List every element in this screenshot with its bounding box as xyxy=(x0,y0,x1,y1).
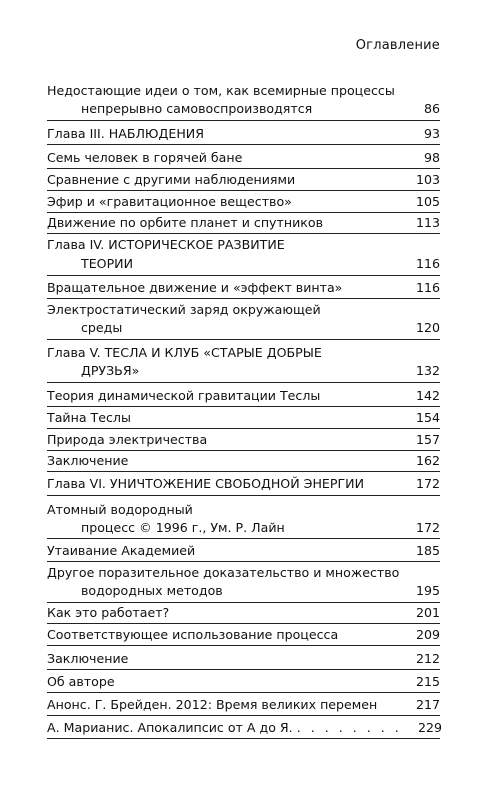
toc-page-number: 215 xyxy=(415,674,440,689)
divider xyxy=(47,212,440,213)
toc-chapter-title: Глава VI. УНИЧТОЖЕНИЕ СВОБОДНОЙ ЭНЕРГИИ xyxy=(47,476,364,491)
toc-page-number: 172 xyxy=(415,476,440,491)
toc-entry-title xyxy=(47,720,402,736)
divider xyxy=(47,715,440,716)
divider xyxy=(47,339,440,340)
toc-entry-title: Электростатический заряд окружающей xyxy=(47,302,321,317)
toc-entry-title: Заключение xyxy=(47,453,129,468)
toc-entry-title-continued: процесс © 1996 г., Ум. Р. Лайн xyxy=(81,520,285,535)
toc-entry-title-continued: среды xyxy=(81,320,123,335)
divider xyxy=(47,144,440,145)
toc-entry-title: Об авторе xyxy=(47,674,115,689)
toc-entry-title: Недостающие идеи о том, как всемирные процессы xyxy=(47,83,395,98)
divider xyxy=(47,738,440,739)
toc-page-number: 105 xyxy=(415,194,440,209)
divider xyxy=(47,450,440,451)
toc-entry-title: Движение по орбите планет и спутников xyxy=(47,215,323,230)
toc-page-number: 142 xyxy=(415,388,440,403)
toc-page-number: 113 xyxy=(415,215,440,230)
toc-chapter-title: Глава IV. ИСТОРИЧЕСКОЕ РАЗВИТИЕ xyxy=(47,237,285,252)
toc-page-number: 172 xyxy=(415,520,440,535)
toc-entry-title-continued: водородных методов xyxy=(81,583,223,598)
divider xyxy=(47,120,440,121)
toc-chapter-title: Глава III. НАБЛЮДЕНИЯ xyxy=(47,126,204,141)
toc-chapter-title-continued: ТЕОРИИ xyxy=(81,256,133,271)
toc-entry-title-text: А. Марианис. Апокалипсис от А до Я. xyxy=(47,720,293,735)
toc-page-number: 195 xyxy=(415,583,440,598)
toc-chapter-title: Глава V. ТЕСЛА И КЛУБ «СТАРЫЕ ДОБРЫЕ xyxy=(47,345,322,360)
divider xyxy=(47,275,440,276)
toc-entry-title: Теория динамической гравитации Теслы xyxy=(47,388,321,403)
toc-entry-title: Заключение xyxy=(47,651,129,666)
divider xyxy=(47,538,440,539)
toc-page-number: 116 xyxy=(415,280,440,295)
toc-page-number: 217 xyxy=(415,697,440,712)
toc-entry-title: Тайна Теслы xyxy=(47,410,131,425)
toc-entry-title: Эфир и «гравитационное вещество» xyxy=(47,194,292,209)
toc-page-number: 93 xyxy=(423,126,440,141)
toc-page-number: 86 xyxy=(423,101,440,116)
page-title: Оглавление xyxy=(355,38,440,53)
divider xyxy=(47,298,440,299)
divider xyxy=(47,382,440,383)
toc-dot-leader: . . . . . . . . xyxy=(296,720,402,735)
toc-entry-title-continued: непрерывно самовоспроизводятся xyxy=(81,101,313,116)
divider xyxy=(47,406,440,407)
toc-page-number: 116 xyxy=(415,256,440,271)
toc-page-number: 98 xyxy=(423,150,440,165)
divider xyxy=(47,471,440,472)
divider xyxy=(47,669,440,670)
divider xyxy=(47,692,440,693)
toc-page-number: 201 xyxy=(415,605,440,620)
divider xyxy=(47,168,440,169)
toc-entry-title: Как это работает? xyxy=(47,605,170,620)
toc-entry-title: Семь человек в горячей бане xyxy=(47,150,243,165)
divider xyxy=(47,190,440,191)
toc-entry-title: Соответствующее использование процесса xyxy=(47,627,339,642)
toc-page-number: 103 xyxy=(415,172,440,187)
divider xyxy=(47,233,440,234)
divider xyxy=(47,645,440,646)
toc-page-number: 154 xyxy=(415,410,440,425)
divider xyxy=(47,602,440,603)
toc-entry-title: Вращательное движение и «эффект винта» xyxy=(47,280,343,295)
toc-entry-title: Анонс. Г. Брейден. 2012: Время великих перемен xyxy=(47,697,378,712)
toc-entry-title: Атомный водородный xyxy=(47,502,193,517)
divider xyxy=(47,561,440,562)
toc-page-number: 212 xyxy=(415,651,440,666)
toc-chapter-title-continued: ДРУЗЬЯ» xyxy=(81,363,140,378)
toc-page-number: 157 xyxy=(415,432,440,447)
divider xyxy=(47,495,440,496)
divider xyxy=(47,623,440,624)
toc-entry-title: Природа электричества xyxy=(47,432,208,447)
toc-page-number: 120 xyxy=(415,320,440,335)
toc-entry-title: Другое поразительное доказательство и множество xyxy=(47,565,400,580)
divider xyxy=(47,428,440,429)
toc-page-number: 209 xyxy=(415,627,440,642)
toc-page-number: 162 xyxy=(415,453,440,468)
toc-page-number: 185 xyxy=(415,543,440,558)
toc-entry-title: Сравнение с другими наблюдениями xyxy=(47,172,296,187)
toc-page-number: 229 xyxy=(417,720,442,735)
toc-entry-title: Утаивание Академией xyxy=(47,543,196,558)
toc-page-number: 132 xyxy=(415,363,440,378)
